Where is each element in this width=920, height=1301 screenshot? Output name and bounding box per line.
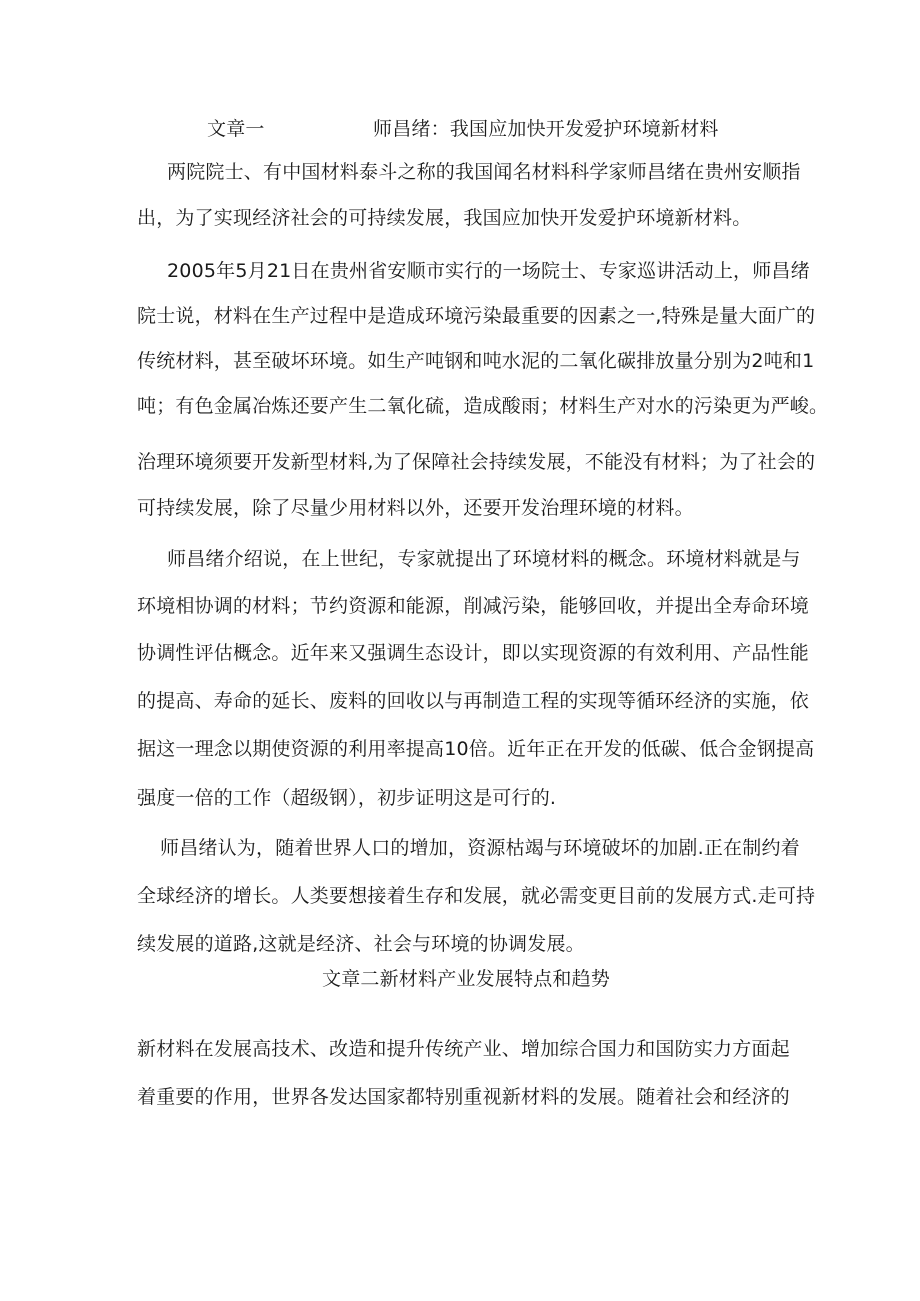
article2-para1-line: 着重要的作用，世界各发达国家都特别重视新材料的发展。随着社会和经济的 xyxy=(137,1086,790,1108)
article1-para2-line: 院士说，材料在生产过程中是造成环境污染最重要的因素之一,特殊是量大面广的 xyxy=(137,305,816,327)
article1-para3-line: 师昌绪介绍说，在上世纪，专家就提出了环境材料的概念。环境材料就是与 xyxy=(167,548,801,570)
article1-label: 文章一 xyxy=(207,118,265,140)
article1-para3-line: 的提高、寿命的延长、废料的回收以与再制造工程的实现等循环经济的实施，依 xyxy=(137,690,810,712)
article1-para2-line: 2005年5月21日在贵州省安顺市实行的一场院士、专家巡讲活动上，师昌绪 xyxy=(167,260,810,282)
article1-para3-line: 环境相协调的材料；节约资源和能源，削减污染，能够回收，并提出全寿命环境 xyxy=(137,595,810,617)
article2-title: 文章二新材料产业发展特点和趋势 xyxy=(322,968,611,990)
article1-para2-line: 可持续发展，除了尽量少用材料以外，还要开发治理环境的材料。 xyxy=(137,497,694,519)
article1-para1-line: 出，为了实现经济社会的可持续发展，我国应加快开发爱护环境新材料。 xyxy=(137,207,752,229)
article1-para1-line: 两院院士、有中国材料泰斗之称的我国闻名材料科学家师昌绪在贵州安顺指 xyxy=(167,161,801,183)
article2-para1-line: 新材料在发展高技术、改造和提升传统产业、增加综合国力和国防实力方面起 xyxy=(137,1038,790,1060)
article1-title: 师昌绪：我国应加快开发爱护环境新材料 xyxy=(373,118,719,140)
article1-para4-line: 全球经济的增长。人类要想接着生存和发展，就必需变更目前的发展方式.走可持 xyxy=(137,885,816,907)
article1-para2-line: 治理环境须要开发新型材料,为了保障社会持续发展，不能没有材料；为了社会的 xyxy=(137,451,816,473)
article1-para2-line: 传统材料，甚至破坏环境。如生产吨钢和吨水泥的二氧化碳排放量分别为2吨和1 xyxy=(137,350,815,372)
article1-para4-line: 续发展的道路,这就是经济、社会与环境的协调发展。 xyxy=(137,933,585,955)
article1-para3-line: 协调性评估概念。近年来又强调生态设计，即以实现资源的有效利用、产品性能 xyxy=(137,642,810,664)
article1-para2-line: 吨；有色金属冶炼还要产生二氧化硫，造成酸雨；材料生产对水的污染更为严峻。 xyxy=(137,395,829,417)
article1-para3-line: 强度一倍的工作（超级钢），初步证明这是可行的. xyxy=(137,787,557,809)
article1-para3-line: 据这一理念以期使资源的利用率提高10倍。近年正在开发的低碳、低合金钢提高 xyxy=(137,738,815,760)
article1-para4-line: 师昌绪认为，随着世界人口的增加，资源枯竭与环境破坏的加剧.正在制约着 xyxy=(160,837,800,859)
